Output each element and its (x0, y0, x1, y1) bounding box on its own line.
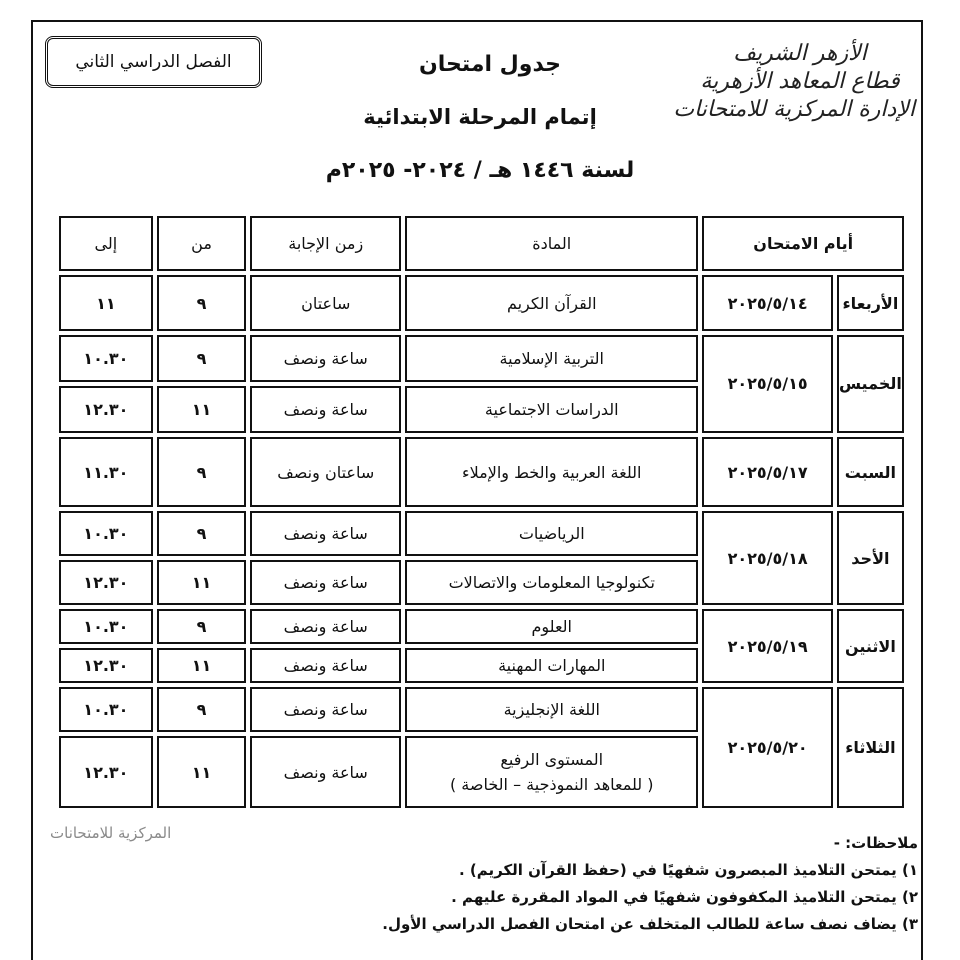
page-subtitle: إتمام المرحلة الابتدائية (363, 105, 597, 129)
date-cell: ٢٠٢٥/٥/١٤ (702, 275, 832, 330)
from-cell: ١١ (157, 560, 247, 605)
academic-year: لسنة ١٤٤٦ هـ / ٢٠٢٤- ٢٠٢٥م (325, 158, 635, 183)
notes-section (58, 830, 918, 938)
table-row (59, 609, 904, 644)
semester-label: الفصل الدراسي الثاني (75, 52, 232, 72)
date-cell: ٢٠٢٥/٥/١٩ (702, 609, 832, 683)
exam-schedule-table (55, 212, 908, 812)
duration-cell: ساعتان ونصف (250, 437, 401, 507)
header-days: أيام الامتحان (702, 216, 904, 271)
duration-cell: ساعة ونصف (250, 386, 401, 433)
from-cell: ٩ (157, 511, 247, 556)
day-cell: الخميس (837, 335, 904, 433)
logo-line-3: الإدارة المركزية للامتحانات (673, 97, 915, 122)
to-cell: ١٢.٣٠ (59, 648, 153, 683)
subject-cell: اللغة العربية والخط والإملاء (405, 437, 698, 507)
logo-line-1: الأزهر الشريف (733, 41, 867, 66)
table-row (59, 437, 904, 507)
duration-cell: ساعة ونصف (250, 687, 401, 732)
header-to: إلى (59, 216, 153, 271)
duration-cell: ساعة ونصف (250, 609, 401, 644)
duration-cell: ساعة ونصف (250, 648, 401, 683)
duration-cell: ساعة ونصف (250, 511, 401, 556)
subject-cell: العلوم (405, 609, 698, 644)
logo-line-2: قطاع المعاهد الأزهرية (700, 69, 900, 94)
from-cell: ٩ (157, 437, 247, 507)
subject-cell (405, 736, 698, 808)
from-cell: ١١ (157, 736, 247, 808)
date-cell: ٢٠٢٥/٥/٢٠ (702, 687, 832, 808)
table-row (59, 275, 904, 330)
header-from: من (157, 216, 247, 271)
table-header-row (59, 216, 904, 271)
subject-cell: الرياضيات (405, 511, 698, 556)
date-cell: ٢٠٢٥/٥/١٥ (702, 335, 832, 433)
subject-cell: التربية الإسلامية (405, 335, 698, 382)
duration-cell: ساعة ونصف (250, 335, 401, 382)
day-cell: الأربعاء (837, 275, 904, 330)
from-cell: ٩ (157, 609, 247, 644)
page-title: جدول امتحان (418, 52, 562, 77)
day-cell: الثلاثاء (837, 687, 904, 808)
duration-cell: ساعة ونصف (250, 560, 401, 605)
day-cell: الاثنين (837, 609, 904, 683)
to-cell: ١٠.٣٠ (59, 335, 153, 382)
subject-note: ( للمعاهد النموذجية – الخاصة ) (449, 775, 654, 795)
table-row (59, 335, 904, 382)
date-cell: ٢٠٢٥/٥/١٧ (702, 437, 832, 507)
date-cell: ٢٠٢٥/٥/١٨ (702, 511, 832, 605)
day-cell: السبت (837, 437, 904, 507)
subject-cell: الدراسات الاجتماعية (405, 386, 698, 433)
to-cell: ١٢.٣٠ (59, 386, 153, 433)
table-row (59, 511, 904, 556)
from-cell: ١١ (157, 648, 247, 683)
notes-title: ملاحظات: - (833, 834, 918, 852)
table-row (59, 687, 904, 732)
to-cell: ١٠.٣٠ (59, 511, 153, 556)
to-cell: ١٠.٣٠ (59, 687, 153, 732)
subject-cell: تكنولوجيا المعلومات والاتصالات (405, 560, 698, 605)
to-cell: ١١ (59, 275, 153, 330)
note-item: ٣) يضاف نصف ساعة للطالب المتخلف عن امتحان الفصل الدراسي الأول. (382, 915, 918, 933)
from-cell: ١١ (157, 386, 247, 433)
from-cell: ٩ (157, 687, 247, 732)
note-item: ١) يمتحن التلاميذ المبصرون شفهيًا في (حفظ القرآن الكريم) . (458, 861, 918, 879)
to-cell: ١٢.٣٠ (59, 560, 153, 605)
header-subject: المادة (405, 216, 698, 271)
note-item: ٢) يمتحن التلاميذ المكفوفون شفهيًا في المواد المقررة عليهم . (451, 888, 918, 906)
duration-cell: ساعة ونصف (250, 736, 401, 808)
subject-cell: المهارات المهنية (405, 648, 698, 683)
watermark-text: المركزية للامتحانات (50, 824, 172, 842)
day-cell: الأحد (837, 511, 904, 605)
from-cell: ٩ (157, 335, 247, 382)
header-duration: زمن الإجابة (250, 216, 401, 271)
from-cell: ٩ (157, 275, 247, 330)
subject-cell: القرآن الكريم (405, 275, 698, 330)
to-cell: ١١.٣٠ (59, 437, 153, 507)
subject-cell: اللغة الإنجليزية (405, 687, 698, 732)
to-cell: ١٠.٣٠ (59, 609, 153, 644)
duration-cell: ساعتان (250, 275, 401, 330)
subject-name: المستوى الرفيع (500, 750, 604, 770)
to-cell: ١٢.٣٠ (59, 736, 153, 808)
